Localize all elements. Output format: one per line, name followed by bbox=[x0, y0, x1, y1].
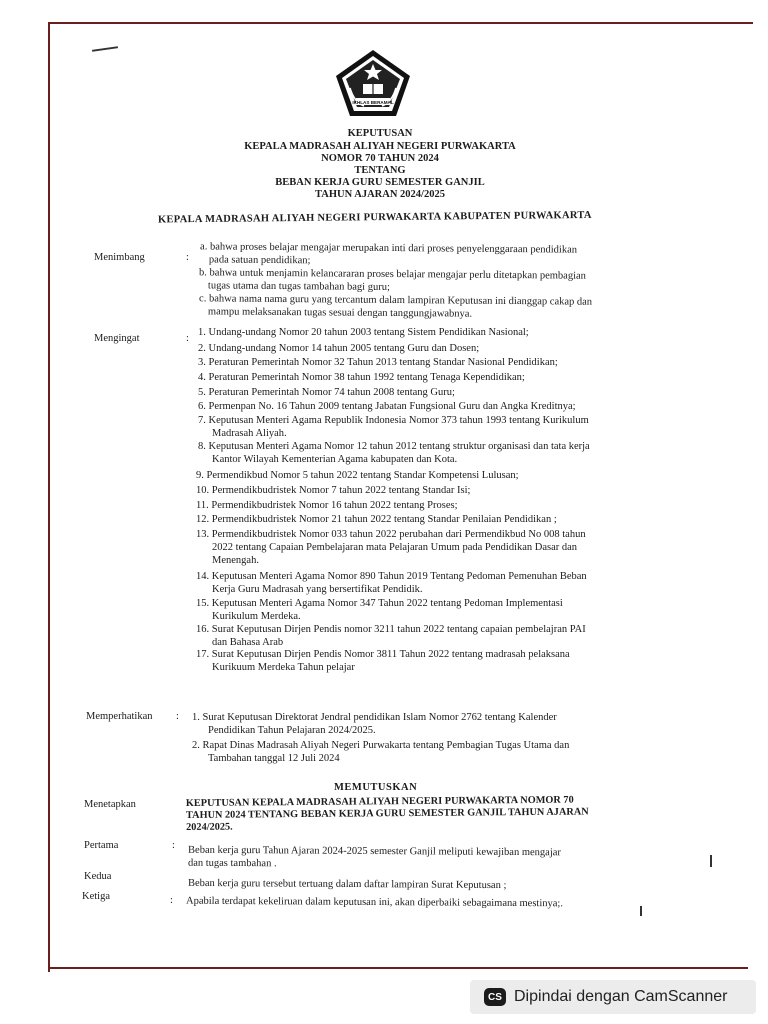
mengingat-item bbox=[198, 326, 529, 339]
decision-line: TAHUN 2024 TENTANG BEBAN KERJA GURU SEMESTER GANJIL TAHUN AJARAN bbox=[185, 806, 589, 822]
item-line: Undang-undang Nomor 20 tahun 2003 tentang Sistem Pendidikan Nasional; bbox=[208, 327, 529, 338]
item-line: Permendikbudristek Nomor 16 tahun 2022 tentang Proses; bbox=[211, 500, 458, 511]
item-line: Permendikbudristek Nomor 033 tahun 2022 perubahan dari Permendikbud No 008 tahun bbox=[211, 529, 586, 540]
memutuskan-heading: MEMUTUSKAN bbox=[334, 782, 418, 793]
item-line: Permendikbud Nomor 5 tahun 2022 tentang Standar Kompetensi Lulusan; bbox=[206, 470, 519, 481]
header-line-2: KEPALA MADRASAH ALIYAH NEGERI PURWAKARTA bbox=[244, 141, 516, 152]
item-marker: 10. bbox=[196, 485, 210, 496]
item-marker: 2. bbox=[192, 740, 200, 751]
item-line: bahwa untuk menjamin kelancararan proses belajar mengajar perlu ditetapkan pembagian bbox=[209, 267, 586, 282]
item-line: Kurikulum Merdeka. bbox=[212, 611, 301, 622]
mengingat-item bbox=[198, 400, 576, 413]
item-line: Kerja Guru Madrasah yang bersertifikat Pendidik. bbox=[212, 584, 423, 595]
item-line: Keputusan Menteri Agama Nomor 347 Tahun 2022 tentang Pedoman Implementasi bbox=[211, 598, 563, 609]
colon: : bbox=[176, 711, 179, 722]
memperhatikan-item-1 bbox=[192, 711, 557, 737]
mengingat-item bbox=[196, 570, 587, 596]
mengingat-item bbox=[198, 356, 558, 369]
item-line: Surat Keputusan Direktorat Jendral pendidikan Islam Nomor 2762 tentang Kalender bbox=[202, 712, 557, 723]
kedua-text: Beban kerja guru tersebut tertuang dalam daftar lampiran Surat Keputusan ; bbox=[187, 877, 507, 892]
item-line: Kantor Wilayah Kementerian Agama kabupaten dan Kota. bbox=[212, 454, 458, 465]
item-line: Surat Keputusan Dirjen Pendis Nomor 3811 Tahun 2022 tentang madrasah pelaksana bbox=[211, 649, 570, 660]
menimbang-item-a bbox=[200, 240, 577, 269]
mengingat-label: Mengingat bbox=[94, 333, 140, 344]
item-marker: b. bbox=[199, 267, 207, 279]
header-line-4: TENTANG bbox=[354, 165, 406, 176]
kepala-heading: KEPALA MADRASAH ALIYAH NEGERI PURWAKARTA KABUPATEN PURWAKARTA bbox=[157, 209, 592, 226]
mengingat-item bbox=[196, 597, 563, 623]
item-line: bahwa nama nama guru yang tercantum dalam lampiran Keputusan ini dianggap cakap dan bbox=[208, 293, 593, 308]
mengingat-item bbox=[196, 499, 458, 512]
item-marker: 17. bbox=[196, 649, 210, 660]
menimbang-item-b bbox=[199, 266, 586, 295]
item-line: Surat Keputusan Dirjen Pendis nomor 3211 tahun 2022 tentang capaian pembelajran PAI bbox=[211, 624, 586, 635]
colon: : bbox=[172, 840, 175, 851]
camscanner-label: Dipindai dengan CamScanner bbox=[514, 988, 728, 1005]
colon: : bbox=[186, 252, 189, 263]
scan-edge-top bbox=[48, 22, 753, 24]
item-line: Peraturan Pemerintah Nomor 38 tahun 1992 tentang Tenaga Kependidikan; bbox=[208, 372, 525, 383]
item-line: Rapat Dinas Madrasah Aliyah Negeri Purwakarta tentang Pembagian Tugas Utama dan bbox=[202, 740, 570, 751]
header-line-5: BEBAN KERJA GURU SEMESTER GANJIL bbox=[275, 177, 485, 188]
camscanner-logo-icon: CS bbox=[484, 988, 506, 1006]
mengingat-item bbox=[196, 513, 557, 526]
item-line: pada satuan pendidikan; bbox=[208, 254, 311, 267]
mengingat-item bbox=[198, 440, 590, 466]
scan-edge-left bbox=[48, 22, 50, 972]
camscanner-watermark bbox=[470, 980, 756, 1014]
item-line: bahwa proses belajar mengajar merupakan inti dari proses penyelenggaraan pendidikan bbox=[209, 241, 578, 256]
item-marker: 8. bbox=[198, 441, 206, 452]
mengingat-item bbox=[198, 386, 455, 399]
header-line-6: TAHUN AJARAN 2024/2025 bbox=[315, 189, 445, 200]
mengingat-item bbox=[196, 484, 470, 497]
menetapkan-label: Menetapkan bbox=[84, 799, 136, 810]
item-line: Keputusan Menteri Agama Republik Indonesia Nomor 373 tahun 1993 tentang Kurikulum bbox=[208, 415, 589, 426]
mengingat-item bbox=[196, 469, 519, 482]
pen-mark bbox=[92, 46, 118, 52]
item-line: Peraturan Pemerintah Nomor 74 tahun 2008 tentang Guru; bbox=[208, 387, 455, 398]
item-marker: 9. bbox=[196, 470, 204, 481]
memperhatikan-item-2 bbox=[192, 739, 569, 765]
mengingat-item bbox=[198, 371, 525, 384]
item-line: Keputusan Menteri Agama Nomor 890 Tahun 2019 Tentang Pedoman Pemenuhan Beban bbox=[211, 571, 587, 582]
item-line: Menengah. bbox=[212, 555, 259, 566]
header-line-3: NOMOR 70 TAHUN 2024 bbox=[321, 153, 439, 164]
item-marker: a. bbox=[200, 241, 208, 253]
item-marker: 2. bbox=[198, 343, 206, 354]
pertama-label: Pertama bbox=[84, 840, 119, 851]
decision-line: KEPUTUSAN KEPALA MADRASAH ALIYAH NEGERI PURWAKARTA NOMOR 70 bbox=[185, 794, 574, 810]
margin-mark bbox=[640, 906, 642, 916]
mengingat-item bbox=[198, 342, 479, 355]
item-marker: 3. bbox=[198, 357, 206, 368]
item-line: Undang-undang Nomor 14 tahun 2005 tentang Guru dan Dosen; bbox=[208, 343, 480, 354]
memperhatikan-label: Memperhatikan bbox=[86, 711, 153, 722]
item-marker: 5. bbox=[198, 387, 206, 398]
menimbang-item-c bbox=[199, 292, 592, 321]
menimbang-label: Menimbang bbox=[94, 252, 145, 263]
item-line: Peraturan Pemerintah Nomor 32 Tahun 2013 tentang Standar Nasional Pendidikan; bbox=[208, 357, 558, 368]
margin-mark bbox=[710, 855, 712, 867]
header-title: KEPUTUSAN bbox=[347, 128, 413, 139]
item-marker: 16. bbox=[196, 624, 210, 635]
pertama-text bbox=[188, 844, 561, 873]
item-marker: 1. bbox=[192, 712, 200, 723]
item-line: Madrasah Aliyah. bbox=[212, 428, 287, 439]
item-line: Keputusan Menteri Agama Nomor 12 tahun 2012 tentang struktur organisasi dan tata kerja bbox=[208, 441, 590, 452]
item-marker: 15. bbox=[196, 598, 210, 609]
colon: : bbox=[170, 895, 173, 906]
item-line: Permendikbudristek Nomor 21 tahun 2022 tentang Standar Penilaian Pendidikan ; bbox=[211, 514, 557, 525]
item-marker: 6. bbox=[198, 401, 206, 412]
decision-line: 2024/2025. bbox=[186, 821, 233, 834]
kemenag-emblem-logo bbox=[334, 48, 412, 118]
mengingat-item bbox=[198, 414, 589, 440]
item-marker: 13. bbox=[196, 529, 210, 540]
item-line: tugas utama dan tugas tambahan bagi guru; bbox=[207, 280, 390, 293]
mengingat-item bbox=[196, 528, 586, 567]
item-line: Pendidikan Tahun Pelajaran 2024/2025. bbox=[208, 725, 376, 736]
colon: : bbox=[186, 333, 189, 344]
document-header bbox=[150, 128, 610, 201]
item-line: dan tugas tambahan . bbox=[187, 857, 277, 870]
kedua-label: Kedua bbox=[84, 871, 112, 882]
item-marker: 7. bbox=[198, 415, 206, 426]
menetapkan-text bbox=[186, 794, 646, 834]
item-marker: 1. bbox=[198, 327, 206, 338]
svg-text:IKHLAS BERAMAL: IKHLAS BERAMAL bbox=[352, 99, 394, 105]
scan-edge-bottom bbox=[48, 967, 748, 969]
item-marker: c. bbox=[199, 293, 207, 305]
mengingat-item bbox=[196, 648, 570, 674]
item-marker: 4. bbox=[198, 372, 206, 383]
item-line: Permendikbudristek Nomor 7 tahun 2022 tentang Standar Isi; bbox=[211, 485, 471, 496]
item-line: Permenpan No. 16 Tahun 2009 tentang Jabatan Fungsional Guru dan Angka Kreditnya; bbox=[208, 401, 576, 412]
ketiga-text: Apabila terdapat kekeliruan dalam keputusan ini, akan diperbaiki sebagaimana mestinya;. bbox=[185, 895, 564, 910]
item-line: Tambahan tanggal 12 Juli 2024 bbox=[208, 753, 340, 764]
item-line: Kurikuum Merdeka Tahun pelajar bbox=[212, 662, 355, 673]
ketiga-label: Ketiga bbox=[82, 891, 110, 902]
item-line: 2022 tentang Capaian Pembelajaran mata Pelajaran Umum pada Pendidikan Dasar dan bbox=[212, 542, 578, 553]
item-line: Beban kerja guru Tahun Ajaran 2024-2025 semester Ganjil meliputi kewajiban mengajar bbox=[188, 844, 561, 859]
item-marker: 11. bbox=[196, 500, 209, 511]
item-marker: 14. bbox=[196, 571, 210, 582]
mengingat-item bbox=[196, 623, 586, 649]
item-line: mampu melaksanakan tugas sesuai dengan tanggungjawabnya. bbox=[207, 306, 473, 320]
item-marker: 12. bbox=[196, 514, 210, 525]
item-line: dan Bahasa Arab bbox=[212, 637, 284, 648]
